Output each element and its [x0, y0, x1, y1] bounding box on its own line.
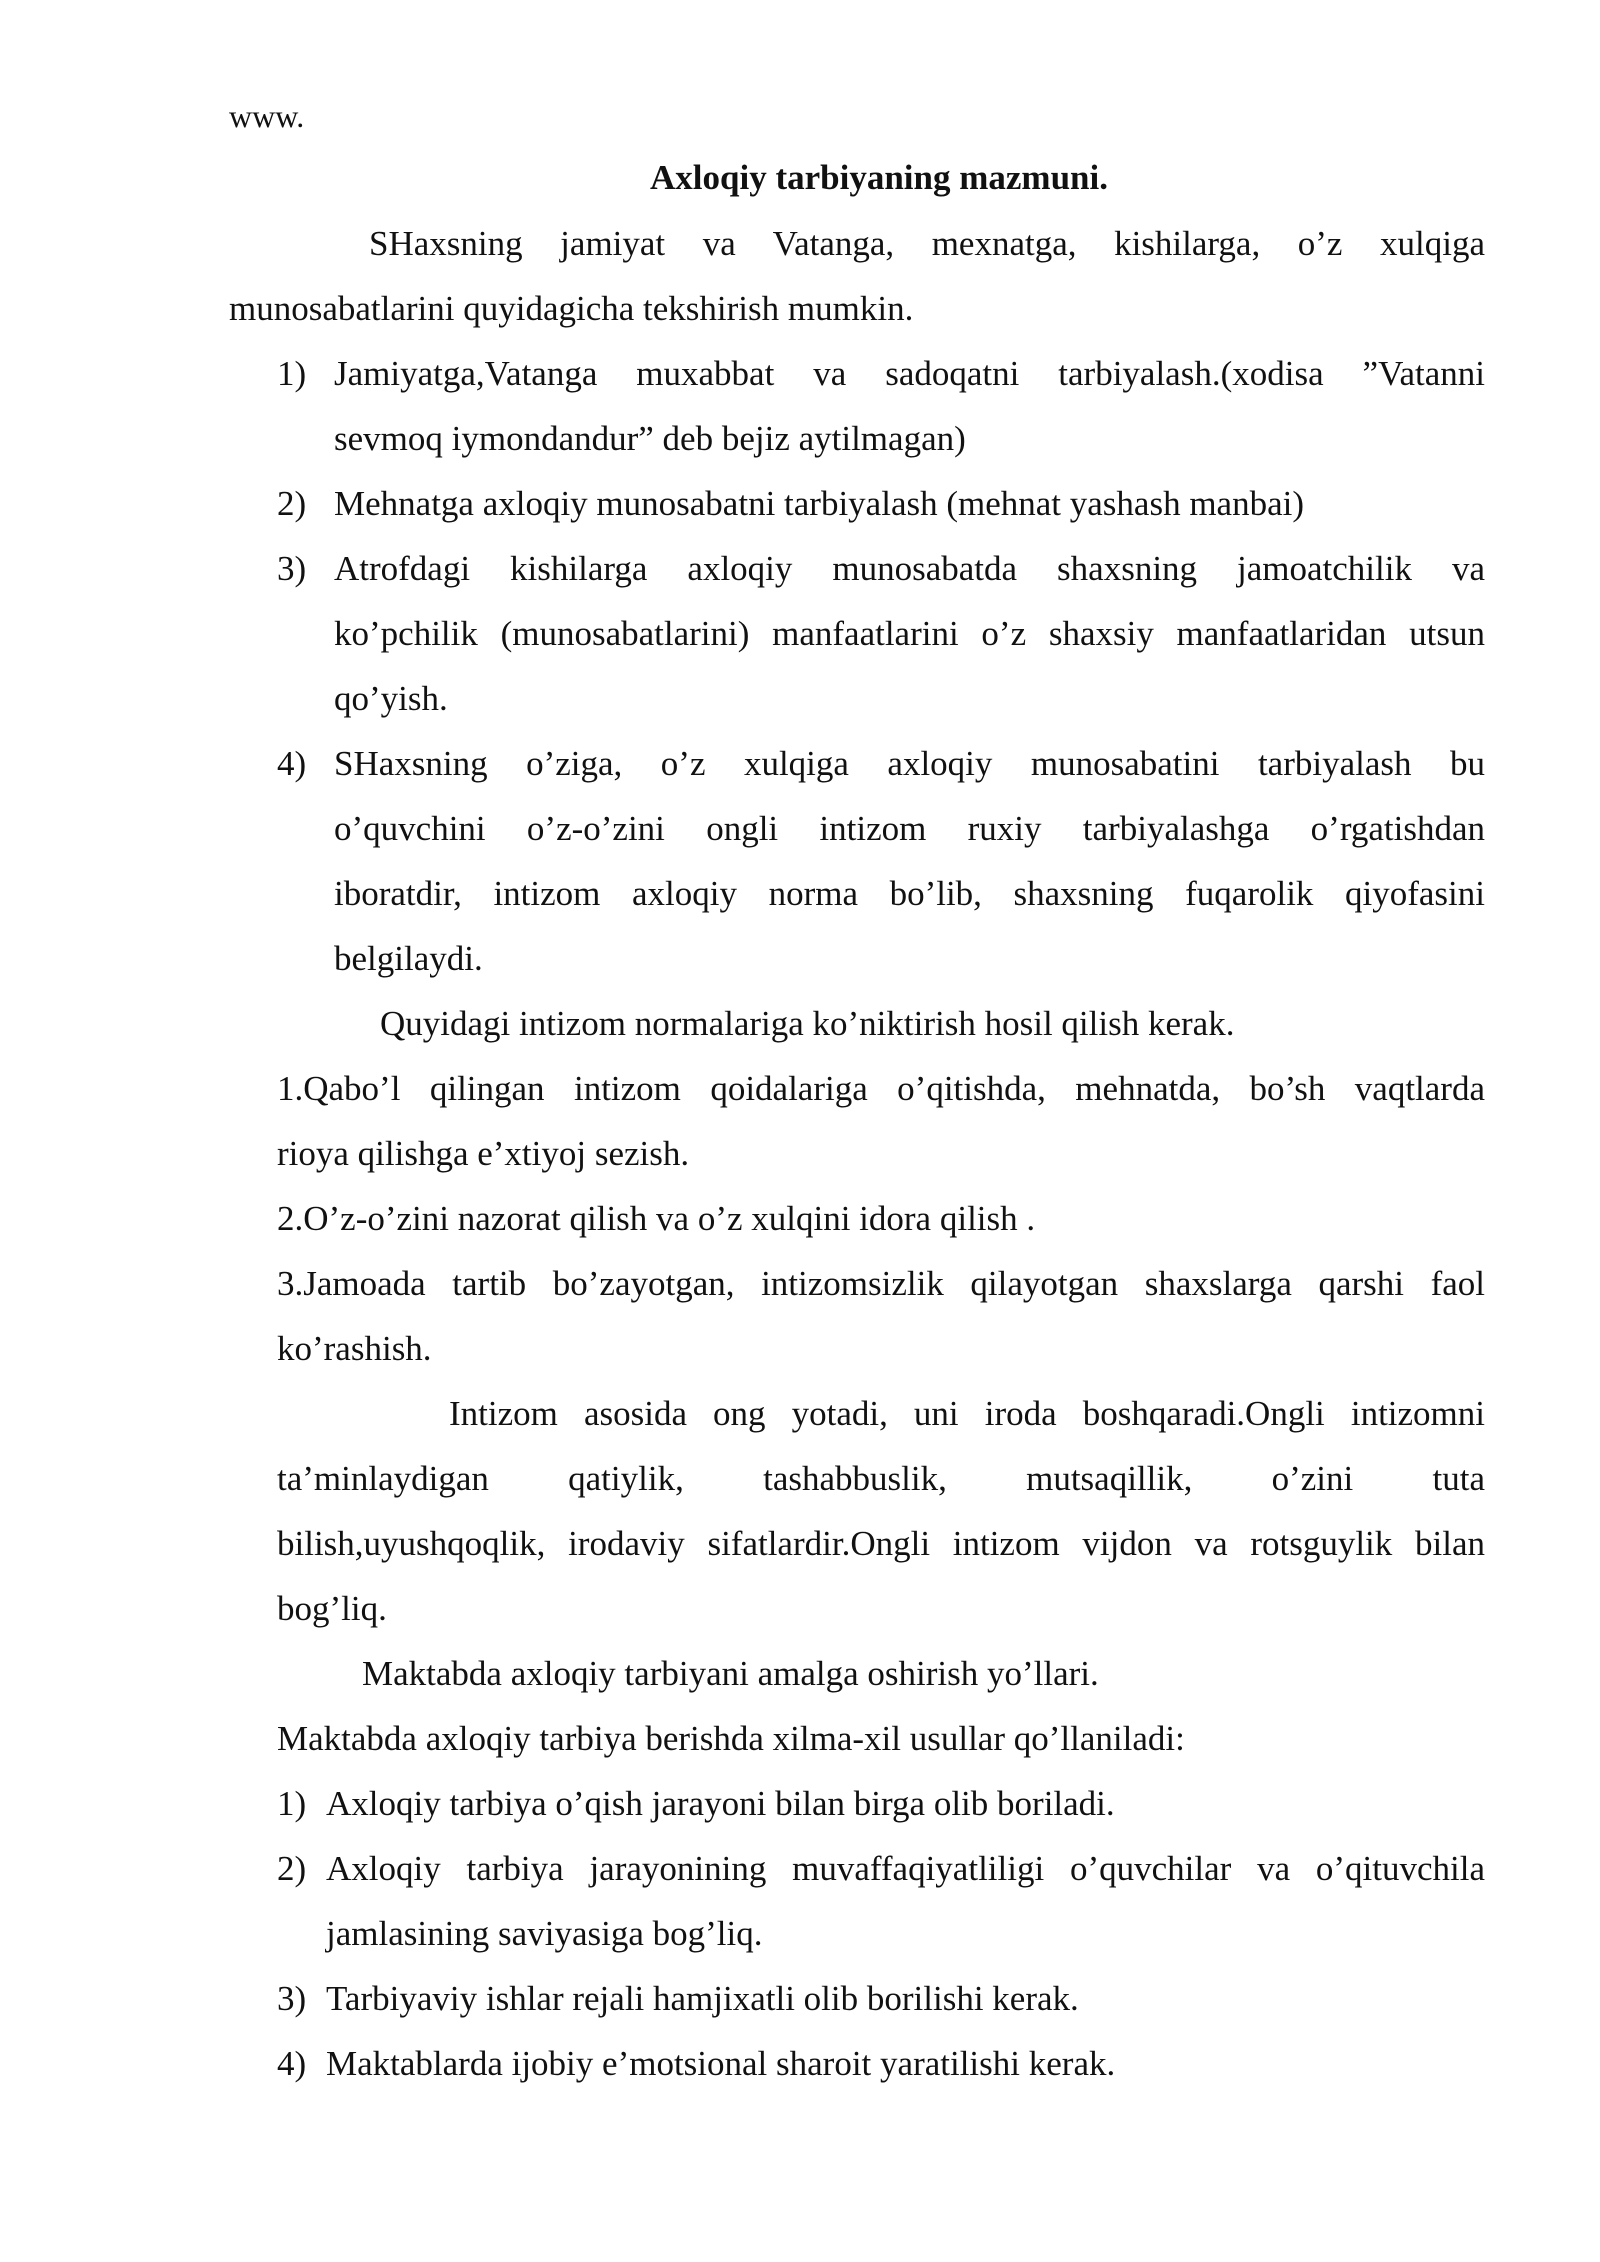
norms-heading: Quyidagi intizom normalariga ko’niktirish hosil qilish kerak. [380, 1004, 1235, 1043]
discipline-line-3: bilish,uyushqoqlik, irodaviy sifatlardir.Ongli intizom vijdon va rotsguylik bilan [277, 1524, 1485, 1563]
list2-item-4-line-1: Maktablarda ijobiy e’motsional sharoit yaratilishi kerak. [326, 2044, 1116, 2083]
list2-item-2-line-2: jamlasining saviyasiga bog’liq. [326, 1914, 763, 1953]
list1-number-3: 3) [277, 549, 307, 588]
list1-number-4: 4) [277, 744, 307, 783]
list2-item-2-line-1: Axloqiy tarbiya jarayonining muvaffaqiyatliligi o’quvchilar va o’qituvchila [326, 1849, 1485, 1888]
list1-number-1: 1) [277, 354, 307, 393]
norm-1-line-2: rioya qilishga e’xtiyoj sezish. [277, 1134, 690, 1173]
list2-item-3-line-1: Tarbiyaviy ishlar rejali hamjixatli olib borilishi kerak. [326, 1979, 1079, 2018]
norm-1-line-1: 1.Qabo’l qilingan intizom qoidalariga o’qitishda, mehnatda, bo’sh vaqtlarda [277, 1069, 1485, 1108]
header-url: www. [229, 98, 305, 134]
discipline-line-1: Intizom asosida ong yotadi, uni iroda boshqaradi.Ongli intizomni [449, 1394, 1485, 1433]
list2-number-2: 2) [277, 1849, 307, 1888]
list1-item-4-line-3: iboratdir, intizom axloqiy norma bo’lib, shaxsning fuqarolik qiyofasini [334, 874, 1485, 913]
list1-item-4-line-4: belgilaydi. [334, 939, 483, 978]
list1-item-2-line-1: Mehnatga axloqiy munosabatni tarbiyalash (mehnat yashash manbai) [334, 484, 1305, 523]
list1-item-1-line-1: Jamiyatga,Vatanga muxabbat va sadoqatni tarbiyalash.(xodisa ”Vatanni [334, 354, 1485, 393]
list2-number-4: 4) [277, 2044, 307, 2083]
norm-3-line-2: ko’rashish. [277, 1329, 432, 1368]
list1-item-3-line-3: qo’yish. [334, 679, 448, 718]
list2-number-3: 3) [277, 1979, 307, 2018]
list2-item-1-line-1: Axloqiy tarbiya o’qish jarayoni bilan birga olib boriladi. [326, 1784, 1115, 1823]
intro-line-2: munosabatlarini quyidagicha tekshirish mumkin. [229, 289, 914, 328]
list1-item-3-line-1: Atrofdagi kishilarga axloqiy munosabatda shaxsning jamoatchilik va [334, 549, 1485, 588]
list1-item-1-line-2: sevmoq iymondandur” deb bejiz aytilmagan) [334, 419, 966, 458]
list1-item-4-line-2: o’quvchini o’z-o’zini ongli intizom ruxiy tarbiyalashga o’rgatishdan [334, 809, 1485, 848]
school-intro: Maktabda axloqiy tarbiya berishda xilma-xil usullar qo’llaniladi: [277, 1719, 1185, 1758]
intro-line-1: SHaxsning jamiyat va Vatanga, mexnatga, kishilarga, o’z xulqiga [369, 224, 1485, 263]
discipline-line-2: ta’minlaydigan qatiylik, tashabbuslik, mutsaqillik, o’zini tuta [277, 1459, 1485, 1498]
list2-number-1: 1) [277, 1784, 307, 1823]
discipline-line-4: bog’liq. [277, 1589, 387, 1628]
norm-2-line-1: 2.O’z-o’zini nazorat qilish va o’z xulqini idora qilish . [277, 1199, 1036, 1238]
list1-number-2: 2) [277, 484, 307, 523]
page-title: Axloqiy tarbiyaning mazmuni. [650, 158, 1108, 197]
school-heading: Maktabda axloqiy tarbiyani amalga oshirish yo’llari. [362, 1654, 1099, 1693]
list1-item-3-line-2: ko’pchilik (munosabatlarini) manfaatlarini o’z shaxsiy manfaatlaridan utsun [334, 614, 1485, 653]
list1-item-4-line-1: SHaxsning o’ziga, o’z xulqiga axloqiy munosabatini tarbiyalash bu [334, 744, 1485, 783]
norm-3-line-1: 3.Jamoada tartib bo’zayotgan, intizomsizlik qilayotgan shaxslarga qarshi faol [277, 1264, 1485, 1303]
